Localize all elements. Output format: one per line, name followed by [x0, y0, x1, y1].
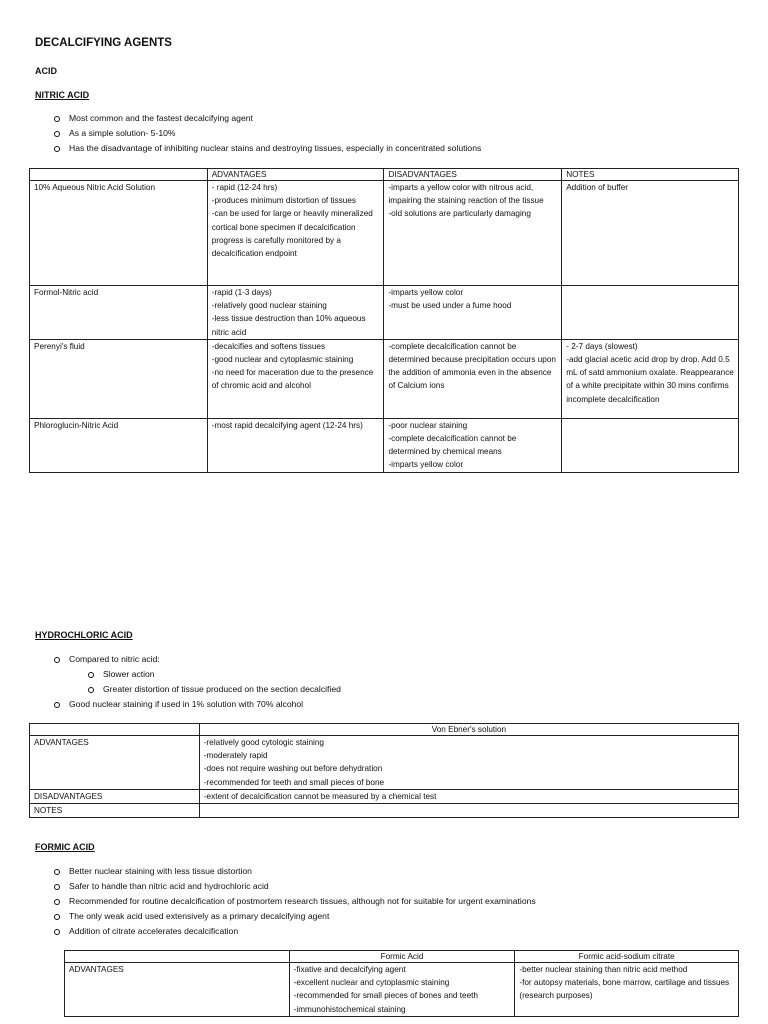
formic-acid-bullets	[35, 864, 536, 939]
table-cell: - rapid (12-24 hrs) -produces minimum distortion of tissues -can be used for large or heavily mineralized cortical bone specimen if decalcification progress is carefully monitored by a decalcification endpoint	[207, 181, 384, 286]
document-title: DECALCIFYING AGENTS	[35, 37, 172, 49]
table-cell: DISADVANTAGES	[30, 789, 200, 803]
table-cell: -fixative and decalcifying agent -excellent nuclear and cytoplasmic staining -recommended for small pieces of bones and teeth -immunohistochemical staining	[289, 963, 515, 1017]
table-cell	[562, 418, 739, 472]
table-cell: -extent of decalcification cannot be measured by a chemical test	[199, 789, 738, 803]
list-item: Safer to handle than nitric acid and hydrochloric acid	[35, 879, 536, 894]
table-header-row	[30, 169, 739, 181]
table-cell	[562, 286, 739, 340]
list-item: Recommended for routine decalcification of postmortem research tissues, although not for suitable for urgent examinations	[35, 894, 536, 909]
table-header-cell: NOTES	[562, 169, 739, 181]
von-ebner-table	[29, 723, 739, 818]
hydrochloric-acid-bullets	[35, 652, 341, 712]
table-cell: Formol-Nitric acid	[30, 286, 208, 340]
nitric-acid-table	[29, 168, 739, 473]
list-item: Good nuclear staining if used in 1% solution with 70% alcohol	[35, 697, 341, 712]
table-header-cell: DISADVANTAGES	[384, 169, 562, 181]
table-header-cell: Formic acid-sodium citrate	[515, 951, 739, 963]
table-cell: -better nuclear staining than nitric acid method -for autopsy materials, bone marrow, cartilage and tissues (research purposes)	[515, 963, 739, 1017]
table-header-row	[30, 724, 739, 736]
table-row	[30, 286, 739, 340]
list-item: Compared to nitric acid:	[35, 652, 341, 667]
acid-heading: ACID	[35, 66, 57, 76]
table-cell: 10% Aqueous Nitric Acid Solution	[30, 181, 208, 286]
table-cell: -most rapid decalcifying agent (12-24 hrs)	[207, 418, 384, 472]
table-cell: -complete decalcification cannot be determined because precipitation occurs upon the addition of ammonia even in the absence of Calcium ions	[384, 339, 562, 418]
list-item: Better nuclear staining with less tissue distortion	[35, 864, 536, 879]
table-header-cell: Von Ebner's solution	[199, 724, 738, 736]
nitric-acid-heading: NITRIC ACID	[35, 90, 90, 100]
table-cell: NOTES	[30, 804, 200, 818]
hydrochloric-acid-heading: HYDROCHLORIC ACID	[35, 630, 133, 640]
nitric-acid-bullets	[35, 111, 481, 156]
table-cell	[199, 804, 738, 818]
table-cell: ADVANTAGES	[65, 963, 290, 1017]
table-row	[30, 736, 739, 790]
table-row	[30, 789, 739, 803]
table-header-cell	[30, 169, 208, 181]
list-item: Addition of citrate accelerates decalcification	[35, 924, 536, 939]
table-header-cell: Formic Acid	[289, 951, 515, 963]
table-cell: -poor nuclear staining -complete decalcification cannot be determined by chemical means -imparts yellow color	[384, 418, 562, 472]
table-cell: -decalcifies and softens tissues -good nuclear and cytoplasmic staining -no need for maceration due to the presence of chromic acid and alcohol	[207, 339, 384, 418]
table-header-cell	[65, 951, 290, 963]
table-cell: Phloroglucin-Nitric Acid	[30, 418, 208, 472]
table-header-row	[65, 951, 739, 963]
formic-acid-table	[64, 950, 739, 1017]
list-item: Has the disadvantage of inhibiting nuclear stains and destroying tissues, especially in concentrated solutions	[35, 141, 481, 156]
list-item: Most common and the fastest decalcifying agent	[35, 111, 481, 126]
table-cell: Addition of buffer	[562, 181, 739, 286]
list-item: Slower action	[35, 667, 341, 682]
table-cell: -relatively good cytologic staining -moderately rapid -does not require washing out before dehydration -recommended for teeth and small pieces of bone	[199, 736, 738, 790]
table-cell: -imparts a yellow color with nitrous acid, impairing the staining reaction of the tissue -old solutions are particularly damaging	[384, 181, 562, 286]
table-cell: ADVANTAGES	[30, 736, 200, 790]
table-cell: -imparts yellow color -must be used under a fume hood	[384, 286, 562, 340]
formic-acid-heading: FORMIC ACID	[35, 842, 95, 852]
table-row	[30, 339, 739, 418]
table-header-cell	[30, 724, 200, 736]
table-row	[30, 181, 739, 286]
list-item: Greater distortion of tissue produced on the section decalcified	[35, 682, 341, 697]
table-cell: Perenyi's fluid	[30, 339, 208, 418]
list-item: The only weak acid used extensively as a primary decalcifying agent	[35, 909, 536, 924]
table-header-cell: ADVANTAGES	[207, 169, 384, 181]
list-item: As a simple solution- 5-10%	[35, 126, 481, 141]
table-cell: -rapid (1-3 days) -relatively good nuclear staining -less tissue destruction than 10% aqueous nitric acid	[207, 286, 384, 340]
table-cell: - 2-7 days (slowest) -add glacial acetic acid drop by drop. Add 0.5 mL of satd ammonium oxalate. Reappearance of a white precipitate within 30 mins confirms incomplete decalcification	[562, 339, 739, 418]
table-row	[65, 963, 739, 1017]
table-row	[30, 804, 739, 818]
table-row	[30, 418, 739, 472]
